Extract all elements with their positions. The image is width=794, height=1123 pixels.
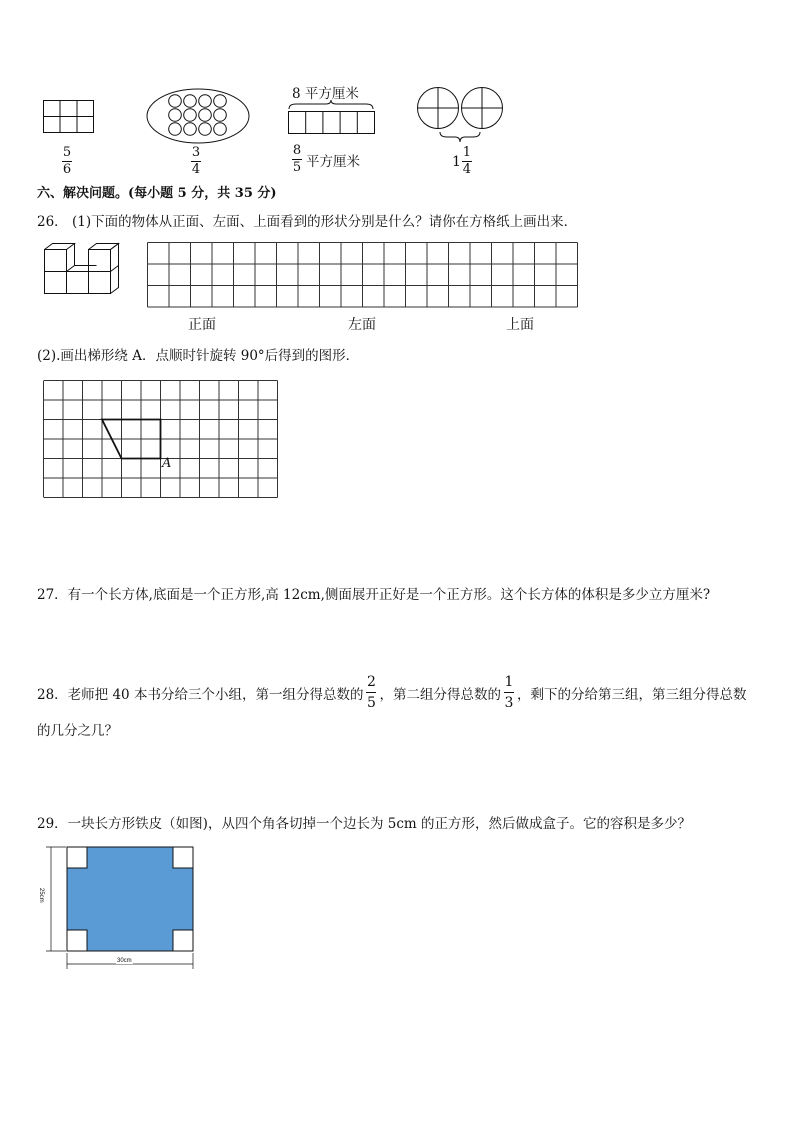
small-circle — [199, 109, 212, 122]
small-circle — [184, 109, 197, 122]
small-circle — [214, 95, 227, 108]
fraction-two-fifths: $\frac{2}{5}$ — [366, 674, 376, 711]
fraction-one-third: $\frac{1}{3}$ — [504, 674, 514, 711]
area-label-top: 8 平方厘米 — [292, 86, 359, 102]
q28-line1 — [37, 673, 746, 712]
fraction-five-sixths: 5 6 — [62, 145, 72, 177]
small-circle — [169, 109, 182, 122]
small-circle — [169, 123, 182, 136]
q29-text: 29．一块长方形铁皮（如图)，从四个角各切掉一个边长为 5cm 的正方形，然后做成盒子。它的容积是多少？ — [37, 816, 691, 832]
brace-top — [288, 100, 374, 110]
small-circle — [184, 123, 197, 136]
label-left-view: 左面 — [348, 317, 376, 333]
small-circle — [184, 95, 197, 108]
q26-part2-text: (2).画出梯形绕 A．点顺时针旋转 90°后得到的图形． — [37, 348, 360, 364]
point-a-label: A — [162, 456, 172, 471]
small-circle — [169, 95, 182, 108]
fraction-three-fourths: 3 4 — [191, 145, 201, 177]
strip-five-parts — [288, 111, 375, 135]
q28-text-c: ，剩下的分给第三组，第三组分得总数 — [516, 686, 747, 703]
grid-paper-views — [147, 242, 579, 308]
height-label-25cm: 25cm — [38, 888, 44, 903]
q28-text-a: 28．老师把 40 本书分给三个小组，第一组分得总数的 — [37, 686, 364, 703]
label-front-view: 正面 — [188, 317, 216, 333]
small-circle — [199, 95, 212, 108]
q26-part1-text: 26． (1)下面的物体从正面、左面、上面看到的形状分别是什么？请你在方格纸上画出来． — [37, 214, 578, 230]
fraction-eight-fifths: 8 5 — [292, 143, 302, 175]
width-label-30cm: 30cm — [117, 958, 132, 964]
oval-with-circles-figure — [146, 88, 250, 144]
section-six-heading: 六、解决问题。(每小题 5 分，共 35 分) — [37, 186, 277, 201]
small-circle — [214, 109, 227, 122]
grid-paper-rotation — [43, 380, 281, 500]
q28-text-b: ，第二组分得总数的 — [379, 686, 501, 703]
q27-text: 27．有一个长方体,底面是一个正方形,高 12cm,侧面展开正好是一个正方形。这个长方体的体积是多少立方厘米? — [37, 587, 711, 603]
small-circle — [214, 123, 227, 136]
two-quartered-circles — [416, 87, 506, 143]
grid-figure-six-parts — [43, 100, 95, 134]
metal-sheet-diagram — [46, 843, 194, 971]
label-top-view: 上面 — [506, 317, 534, 333]
stacked-cubes-drawing — [44, 243, 128, 299]
mixed-number-one-and-quarter: 1 $\frac{1}{4}$ — [452, 145, 472, 177]
unit-square-cm: 平方厘米 — [306, 154, 360, 170]
q28-line2: 的几分之几？ — [37, 723, 118, 739]
small-circle — [199, 123, 212, 136]
